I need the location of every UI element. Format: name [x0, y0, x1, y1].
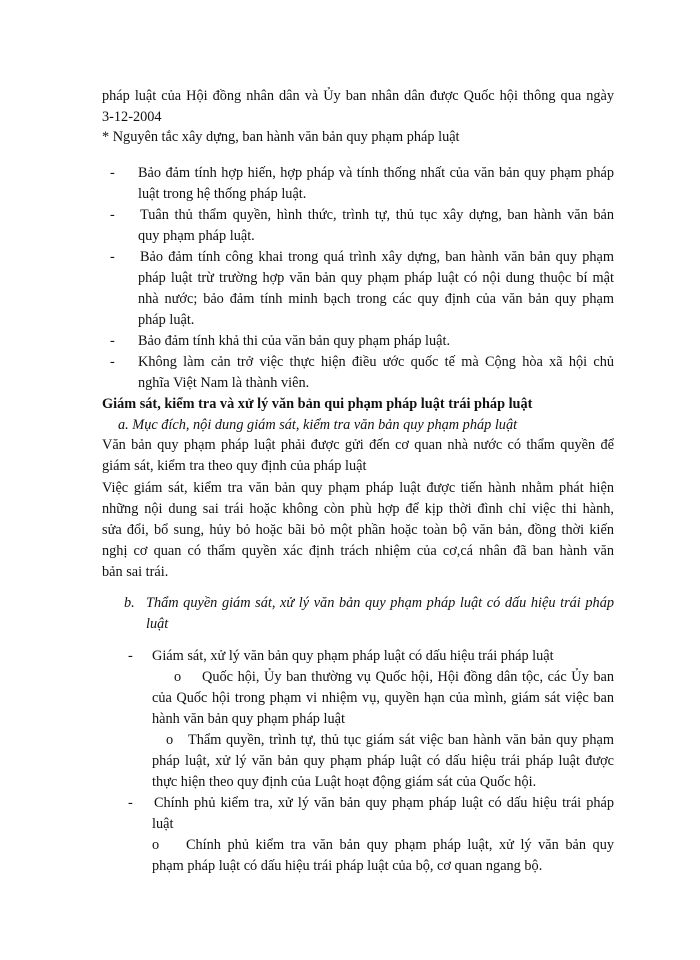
bullet-circle: o [152, 837, 160, 853]
list-item-line: Bảo đảm tính công khai trong quá trình xây dựng, ban hành văn bản quy phạm [140, 249, 614, 265]
list-item-line: Quốc hội, Ủy ban thường vụ Quốc hội, Hội đồng dân tộc, các Ủy ban [202, 669, 614, 685]
list-item-line: pháp luật trừ trường hợp văn bản quy phạm pháp luật có nội dung thuộc bí mật [138, 270, 614, 286]
subsection-a-title: a. Mục đích, nội dung giám sát, kiểm tra văn bản quy phạm pháp luật [118, 417, 518, 433]
paragraph-line: Văn bản quy phạm pháp luật phải được gửi đến cơ quan nhà nước có thẩm quyền để [102, 437, 614, 453]
bullet-dash: - [110, 333, 115, 349]
list-item-line: nhà nước; bảo đảm tính minh bạch trong các quy định của văn bản quy phạm [138, 291, 614, 307]
list-item-line: luật trong hệ thống pháp luật. [138, 186, 307, 202]
list-item-line: Bảo đảm tính hợp hiến, hợp pháp và tính thống nhất của văn bản quy phạm pháp [138, 165, 614, 181]
bullet-circle: o [166, 732, 174, 748]
list-item-line: phạm pháp luật có dấu hiệu trái pháp luật của bộ, cơ quan ngang bộ. [152, 858, 543, 874]
list-item-line: Bảo đảm tính khả thi của văn bản quy phạm pháp luật. [138, 333, 451, 349]
intro-line-1: pháp luật của Hội đồng nhân dân và Ủy ban nhân dân được Quốc hội thông qua ngày [102, 88, 614, 104]
list-item-line: luật [152, 816, 174, 832]
paragraph-line: những nội dung sai trái hoặc không còn phù hợp để kịp thời đình chỉ việc thi hành, [102, 501, 614, 517]
paragraph-line: Việc giám sát, kiểm tra văn bản quy phạm pháp luật được tiến hành nhằm phát hiện [102, 480, 614, 496]
list-item-line: quy phạm pháp luật. [138, 228, 255, 244]
bullet-dash: - [128, 648, 133, 664]
bullet-dash: - [110, 249, 115, 265]
list-item-line: Giám sát, xử lý văn bản quy phạm pháp luật có dấu hiệu trái pháp luật [152, 648, 554, 664]
list-item-line: hành văn bản quy phạm pháp luật [152, 711, 345, 727]
paragraph-line: giám sát, kiểm tra theo quy định của pháp luật [102, 458, 367, 474]
list-item-line: nghĩa Việt Nam là thành viên. [138, 375, 310, 391]
bullet-dash: - [110, 207, 115, 223]
paragraph-line: sửa đổi, bổ sung, hủy bỏ hoặc bãi bỏ một phần hoặc toàn bộ văn bản, đồng thời kiến [102, 522, 614, 538]
subsection-b-title: Thẩm quyền giám sát, xử lý văn bản quy phạm pháp luật có dấu hiệu trái pháp [146, 595, 614, 611]
paragraph-line: nghị cơ quan có thẩm quyền xác định trách nhiệm của cơ,cá nhân đã ban hành văn [102, 543, 614, 559]
subsection-b-title: luật [146, 616, 169, 632]
list-item-line: pháp luật, xử lý văn bản quy phạm pháp luật có dấu hiệu trái pháp luật được [152, 753, 614, 769]
paragraph-line: bản sai trái. [102, 564, 169, 580]
bullet-dash: - [128, 795, 133, 811]
section-title: Giám sát, kiểm tra và xử lý văn bản qui phạm pháp luật trái pháp luật [102, 396, 533, 412]
bullet-dash: - [110, 354, 115, 370]
bullet-circle: o [174, 669, 182, 685]
list-item-line: của Quốc hội trong phạm vi nhiệm vụ, quyền hạn của mình, giám sát việc ban [152, 690, 614, 706]
intro-line-2: 3-12-2004 [102, 109, 162, 125]
list-item-line: Chính phủ kiểm tra văn bản quy phạm pháp luật, xử lý văn bản quy [186, 837, 614, 853]
list-item-line: pháp luật. [138, 312, 195, 328]
subsection-b-marker: b. [124, 595, 135, 611]
list-item-line: Không làm cản trở việc thực hiện điều ước quốc tế mà Cộng hòa xã hội chủ [138, 354, 614, 370]
list-item-line: Tuân thủ thẩm quyền, hình thức, trình tự, thủ tục xây dựng, ban hành văn bản [140, 207, 614, 223]
list-item-line: Thẩm quyền, trình tự, thủ tục giám sát việc ban hành văn bản quy phạm [188, 732, 614, 748]
list-item-line: Chính phủ kiểm tra, xử lý văn bản quy phạm pháp luật có dấu hiệu trái pháp [154, 795, 614, 811]
principles-heading: * Nguyên tắc xây dựng, ban hành văn bản quy phạm pháp luật [102, 129, 460, 145]
list-item-line: thực hiện theo quy định của Luật hoạt động giám sát của Quốc hội. [152, 774, 537, 790]
bullet-dash: - [110, 165, 115, 181]
